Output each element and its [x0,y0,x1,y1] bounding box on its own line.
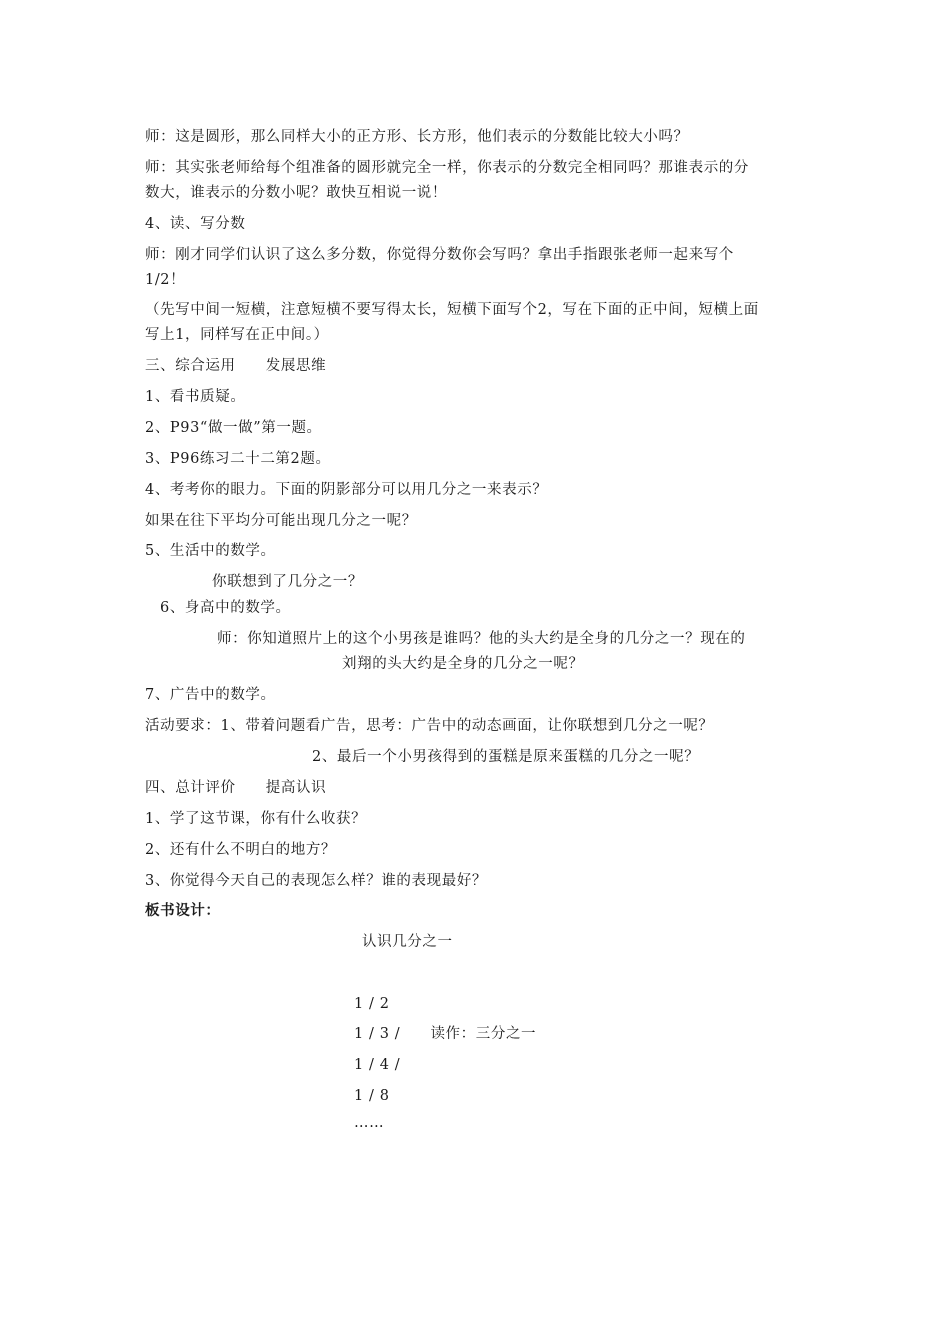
text-line: 师：刚才同学们认识了这么多分数，你觉得分数你会写吗？拿出手指跟张老师一起来写个 [145,247,734,263]
fraction-line: 1 / 8 [354,1088,390,1104]
list-item: 5、生活中的数学。 [145,543,276,559]
text-line: 2、最后一个小男孩得到的蛋糕是原来蛋糕的几分之一呢？ [312,749,700,765]
list-item: 2、还有什么不明白的地方？ [145,842,337,858]
list-item: 3、P96练习二十二第2题。 [145,451,331,467]
section-heading: 四、总计评价 提高认识 [145,780,327,796]
text-line: 数大，谁表示的分数小呢？敢快互相说一说！ [145,185,447,201]
board-design-heading: 板书设计： [145,902,221,919]
list-item: 4、考考你的眼力。下面的阴影部分可以用几分之一来表示？ [145,482,548,498]
section-heading: 三、综合运用 发展思维 [145,358,327,374]
text-line: 如果在往下平均分可能出现几分之一呢？ [145,513,417,529]
text-line: 你联想到了几分之一？ [212,574,363,590]
fraction-line: 1 / 2 [354,996,390,1012]
text-line: 师：这是圆形，那么同样大小的正方形、长方形，他们表示的分数能比较大小吗？ [145,129,689,145]
text-line: 师：其实张老师给每个组准备的圆形就完全一样，你表示的分数完全相同吗？那谁表示的分 [145,160,749,176]
list-item: 1、学了这节课，你有什么收获？ [145,811,367,827]
list-item: 7、广告中的数学。 [145,687,276,703]
board-title: 认识几分之一 [362,934,453,950]
list-item: 3、你觉得今天自己的表现怎么样？谁的表现最好？ [145,873,488,889]
text-line: 写上1，同样写在正中间。） [145,327,329,343]
fraction-line: 1 / 4 / [354,1057,401,1073]
text-line: （先写中间一短横，注意短横不要写得太长，短横下面写个2，写在下面的正中间，短横上面 [145,302,759,318]
list-item: 2、P93“做一做”第一题。 [145,420,322,436]
list-item: 6、身高中的数学。 [160,600,291,616]
text-line: 师：你知道照片上的这个小男孩是谁吗？他的头大约是全身的几分之一？现在的 [217,631,746,647]
ellipsis: …… [354,1115,385,1131]
text-line: 刘翔的头大约是全身的几分之一呢？ [342,656,584,672]
list-item: 1、看书质疑。 [145,389,246,405]
fraction-line: 1 / 3 / 读作：三分之一 [354,1026,537,1042]
text-line: 1/2！ [145,272,186,288]
section-heading: 4、读、写分数 [145,216,246,232]
text-line: 活动要求：1、带着问题看广告，思考：广告中的动态画面，让你联想到几分之一呢？ [145,718,714,734]
